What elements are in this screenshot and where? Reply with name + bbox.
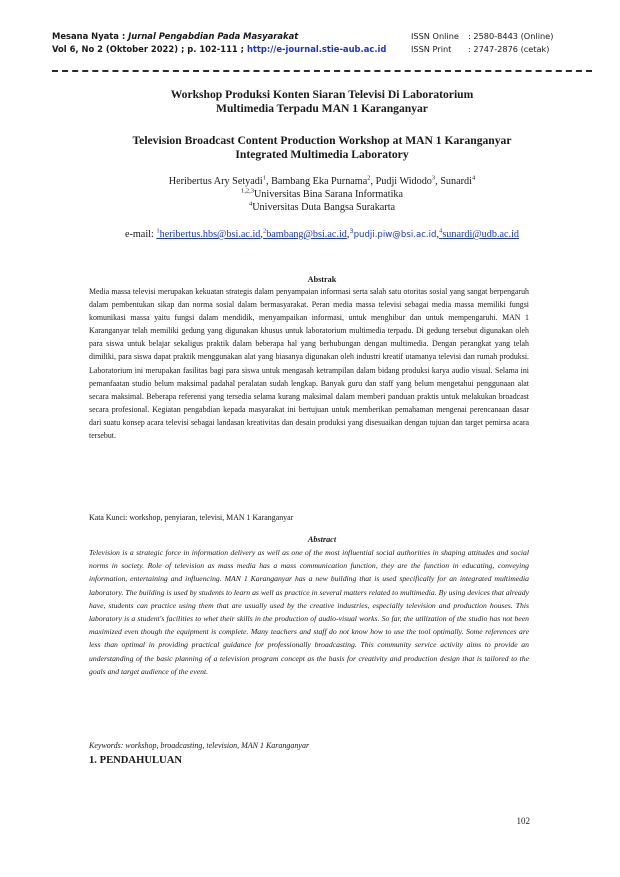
abstract-heading: Abstract [307, 535, 337, 544]
email-label: e-mail: [124, 229, 157, 240]
journal-name: Mesana Nyata : [52, 31, 129, 41]
email-address: pudji.piw@bsi.ac.id [353, 230, 437, 240]
email-sup: 4 [439, 227, 443, 235]
email-link-3[interactable] [346, 227, 437, 240]
journal-subtitle: Jurnal Pengabdian Pada Masyarakat [128, 31, 299, 41]
title-en-line1: Television Broadcast Content Production Workshop at MAN 1 Karanganyar [132, 134, 512, 147]
email-separator: , [346, 229, 350, 240]
email-address: sunardi@udb.ac.id [442, 229, 520, 240]
issn-block [411, 30, 591, 55]
issn-print-label: ISSN Print [411, 43, 452, 54]
email-sup: 3 [349, 227, 354, 236]
email-line [52, 228, 592, 242]
author-name: Heribertus Ary Setyadi [168, 176, 263, 187]
issn-online-value: : 2580-8443 (Online) [468, 31, 554, 41]
affiliation-1 [52, 188, 592, 201]
keywords: Keywords: workshop, broadcasting, television, MAN 1 Karanganyar [89, 741, 310, 750]
affiliation-name: Universitas Bina Sarana Informatika [253, 189, 404, 200]
email-sup: 1 [156, 227, 160, 235]
section-heading-pendahuluan: 1. PENDAHULUAN [89, 755, 182, 766]
author-sup: 2 [367, 174, 371, 182]
email-separator: , [260, 229, 263, 240]
volume-info: Vol 6, No 2 (Oktober 2022) ; p. 102-111 ; [52, 43, 247, 54]
author-sup: 4 [471, 174, 476, 182]
email-address: heribertus.hbs@bsi.ac.id [159, 229, 261, 240]
journal-name-line [52, 30, 382, 43]
affiliation-sup: 1,2,3 [240, 187, 254, 195]
issn-print-value: : 2747-2876 (cetak) [468, 43, 550, 54]
affiliation-2 [52, 201, 592, 214]
title-english [52, 134, 592, 161]
author-name: , Bambang Eka Purnama [265, 176, 368, 187]
author-list [52, 175, 592, 188]
email-address: bambang@bsi.ac.id [266, 229, 347, 240]
author-sup: 1 [262, 174, 266, 182]
author-name: , Sunardi [435, 176, 472, 187]
issn-print-row [411, 43, 591, 56]
email-link-2[interactable] [263, 229, 347, 240]
author-name: , Pudji Widodo [370, 176, 432, 187]
abstract-body: Television is a strategic force in information delivery as well as one of the most influential social authorities in shaping attitudes and social norms in society. Role of television as mass media has a mass communication function, they are the function in educating, conveying information, entertaining and influencing. MAN 1 Karanganyar has a new building that is used specifically for an integrated multimedia laboratory. The building is used by students to learn as well as practice in several matters related to multimedia. By using devices that already have, students can practice using them that are usually used by the creative industries, especially television and production houses. This laboratory is a student's facilities to whet their skills in the production of audio-visual works. So far, the utilization of the studio has not been maximized even though the equipment is complete. Many teachers and staff do not know how to use the tool optimally. Some references are less than optimal in providing practical guidance for professionally broadcasting. This community service activity aims to provide an understanding of the basic planning of a television program concept as the basis for creativity and production design that is tailored to the goals and target audience of the event. [89, 548, 529, 676]
journal-header-left [52, 30, 387, 55]
email-link-1[interactable] [156, 229, 260, 240]
volume-line [52, 43, 387, 56]
issn-online-label: ISSN Online [411, 31, 459, 41]
title-id-line2: Multimedia Terpadu MAN 1 Karanganyar [216, 101, 428, 115]
journal-url-link[interactable]: http://e-journal.stie-aub.ac.id [246, 43, 387, 54]
header-divider [52, 70, 592, 72]
abstrak-body: Media massa televisi merupakan kekuatan strategis dalam penyampaian informasi serta salah satu otoritas sosial yang sangat berpengaruh dalam pembentukan sikap dan norma sosial dalam bermasyarakat. Peran media massa televisi sebagai media massa memiliki fungsi komunikasi massa yaitu fungsi dalam mendidik, menyampaikan informasi, untuk menghibur dan untuk mempengaruhi. MAN 1 Karanganyar telah memiliki gedung yang digunakan khusus untuk laboratorium multimedia terpadu. Di gedung tersebut digunakan oleh para siswa untuk belajar sekaligus praktik dalam beberapa hal yang berhubungan dengan multimedia. Dengan perangkat yang telah dimiliki, para siswa dapat praktik menggunakan alat yang biasanya digunakan oleh industri kreatif utamanya televisi dan rumah produksi. Laboratorium ini merupakan fasilitas bagi para siswa untuk mengasah ketrampilan dalam bidang produksi karya audio visual. Selama ini pemanfaatan studio belum maksimal padahal peralatan sudah lengkap. Banyak guru dan staff yang belum mengetahui penggunaan alat secara maksimal. Beberapa referensi yang tersedia selama kurang maksimal dalam memberi panduan praktis untuk melakukan broadcast secara profesional. Kegiatan pengabdian kepada masyarakat ini bertujuan untuk memberikan pemahaman mengenai perencanaan dasar dari suatu konsep acara televisi sebagai landasan kreativitas dan desain produksi yang disesuaikan dengan tujuan dan target pemirsa acara tersebut. [89, 287, 529, 441]
issn-online-row [411, 30, 591, 43]
title-indonesian [52, 88, 592, 115]
abstrak-heading: Abstrak [307, 275, 337, 284]
email-separator: , [436, 229, 440, 240]
affiliation-name: Universitas Duta Bangsa Surakarta [252, 202, 396, 213]
title-id-line1: Workshop Produksi Konten Siaran Televisi Di Laboratorium [170, 88, 474, 101]
author-sup: 3 [431, 174, 436, 182]
affiliation-sup: 4 [248, 200, 253, 208]
email-link-4[interactable] [436, 227, 520, 240]
title-en-line2: Integrated Multimedia Laboratory [235, 147, 409, 161]
email-sup: 2 [262, 227, 267, 235]
page-number: 102 [516, 816, 530, 826]
kata-kunci: Kata Kunci: workshop, penyiaran, televisi, MAN 1 Karanganyar [89, 513, 294, 522]
